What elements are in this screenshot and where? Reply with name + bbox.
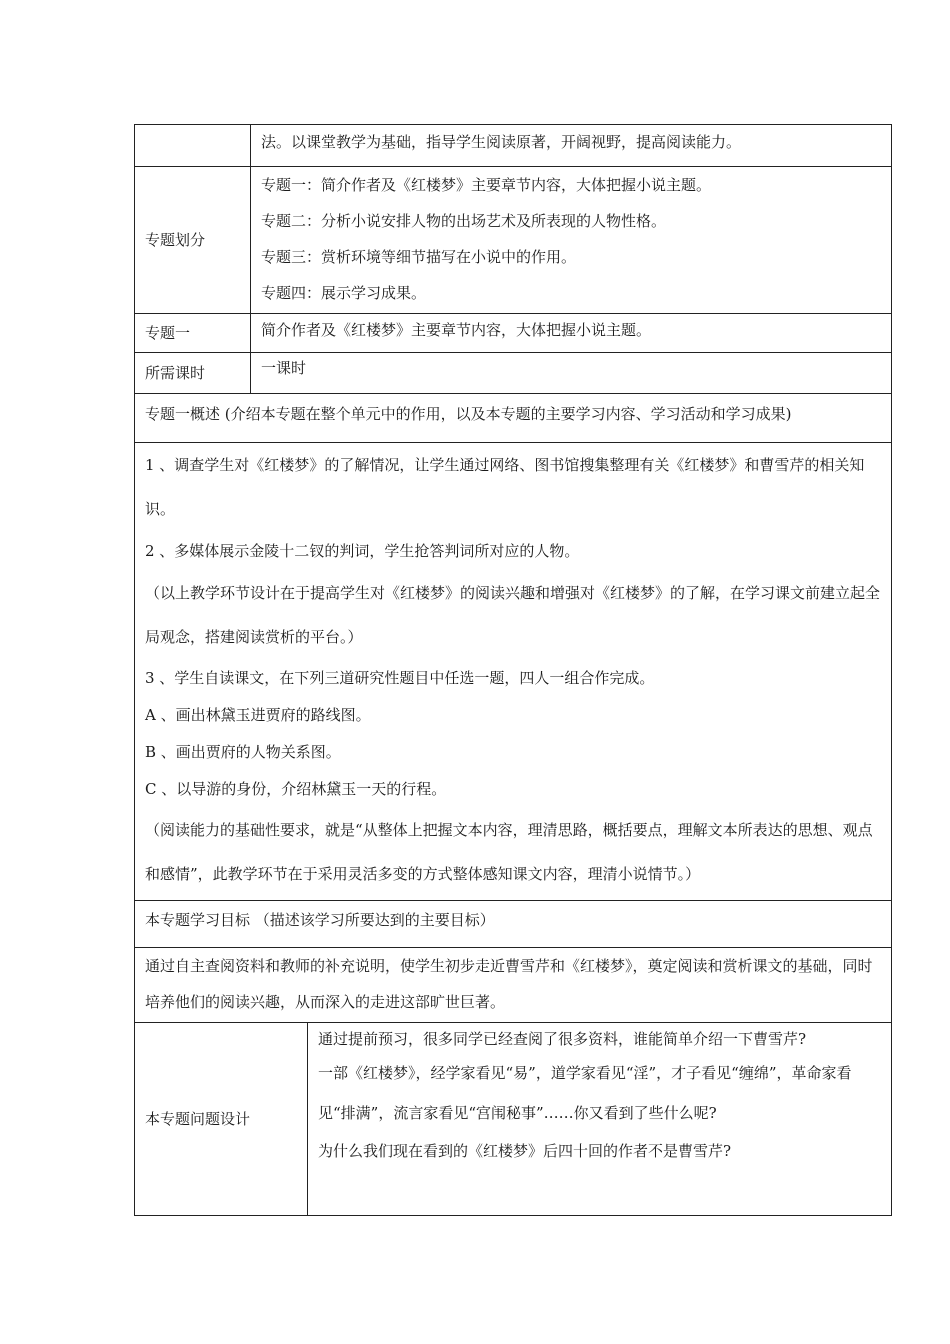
goals-heading-row — [135, 901, 892, 948]
overview-paragraph-5: A 、画出林黛玉进贾府的路线图。 — [145, 706, 371, 724]
topic-one-text: 简介作者及《红楼梦》主要章节内容，大体把握小说主题。 — [251, 314, 892, 353]
hours-label: 所需课时 — [135, 353, 251, 394]
question-item-3: 为什么我们现在看到的《红楼梦》后四十回的作者不是曹雪芹? — [318, 1142, 732, 1160]
overview-body — [135, 443, 892, 901]
goals-text: 通过自主查阅资料和教师的补充说明，使学生初步走近曹雪芹和《红楼梦》，奠定阅读和赏析课文的基础，同时培养他们的阅读兴趣，从而深入的走进这部旷世巨著。 — [135, 948, 892, 1023]
topic-one-label: 专题一 — [135, 314, 251, 353]
overview-paragraph-3: （以上教学环节设计在于提高学生对《红楼梦》的阅读兴趣和增强对《红楼梦》的了解，在学习课文前建立起全局观念，搭建阅读赏析的平台。） — [145, 584, 881, 646]
topic-item-3: 专题三：赏析环境等细节描写在小说中的作用。 — [261, 248, 577, 266]
questions-label: 本专题问题设计 — [135, 1023, 308, 1216]
topics-list — [251, 167, 892, 314]
overview-paragraph-4: 3 、学生自读课文，在下列三道研究性题目中任选一题，四人一组合作完成。 — [145, 669, 655, 687]
topics-label: 专题划分 — [135, 167, 251, 314]
topic-item-2: 专题二：分析小说安排人物的出场艺术及所表现的人物性格。 — [261, 212, 667, 230]
questions-row — [135, 1023, 892, 1216]
topic-item-1: 专题一：简介作者及《红楼梦》主要章节内容，大体把握小说主题。 — [261, 176, 712, 194]
overview-paragraph-2: 2 、多媒体展示金陵十二钗的判词，学生抢答判词所对应的人物。 — [145, 542, 580, 560]
intro-text: 法。以课堂教学为基础，指导学生阅读原著，开阔视野，提高阅读能力。 — [251, 125, 892, 167]
overview-heading: 专题一概述 (介绍本专题在整个单元中的作用，以及本专题的主要学习内容、学习活动和学习成果) — [135, 394, 892, 443]
overview-paragraph-7: C 、以导游的身份，介绍林黛玉一天的行程。 — [145, 780, 447, 798]
question-item-2: 一部《红楼梦》，经学家看见“易”，道学家看见“淫”，才子看见“缠绵”，革命家看见“排满”，流言家看见“宫闱秘事”……你又看到了些什么呢? — [318, 1064, 852, 1122]
intro-label-cell — [135, 125, 251, 167]
overview-paragraph-8: （阅读能力的基础性要求，就是“从整体上把握文本内容，理清思路，概括要点，理解文本所表达的思想、观点和感情”，此教学环节在于采用灵活多变的方式整体感知课文内容，理清小说情节。） — [145, 821, 873, 883]
questions-list — [308, 1023, 892, 1216]
question-item-1: 通过提前预习，很多同学已经查阅了很多资料，谁能简单介绍一下曹雪芹? — [318, 1030, 807, 1048]
overview-paragraph-6: B 、画出贾府的人物关系图。 — [145, 743, 341, 761]
goals-heading: 本专题学习目标 （描述该学习所要达到的主要目标） — [135, 901, 892, 948]
topics-row — [135, 167, 892, 314]
intro-row — [135, 125, 892, 167]
overview-body-row — [135, 443, 892, 901]
goals-body-row — [135, 948, 892, 1023]
hours-row — [135, 353, 892, 394]
topic-item-4: 专题四：展示学习成果。 — [261, 284, 427, 302]
overview-paragraph-1: 1 、调查学生对《红楼梦》的了解情况，让学生通过网络、图书馆搜集整理有关《红楼梦》和曹雪芹的相关知识。 — [145, 456, 865, 518]
overview-heading-row — [135, 394, 892, 443]
hours-text: 一课时 — [251, 353, 892, 394]
topic-one-row — [135, 314, 892, 353]
lesson-plan-table — [134, 124, 892, 1216]
